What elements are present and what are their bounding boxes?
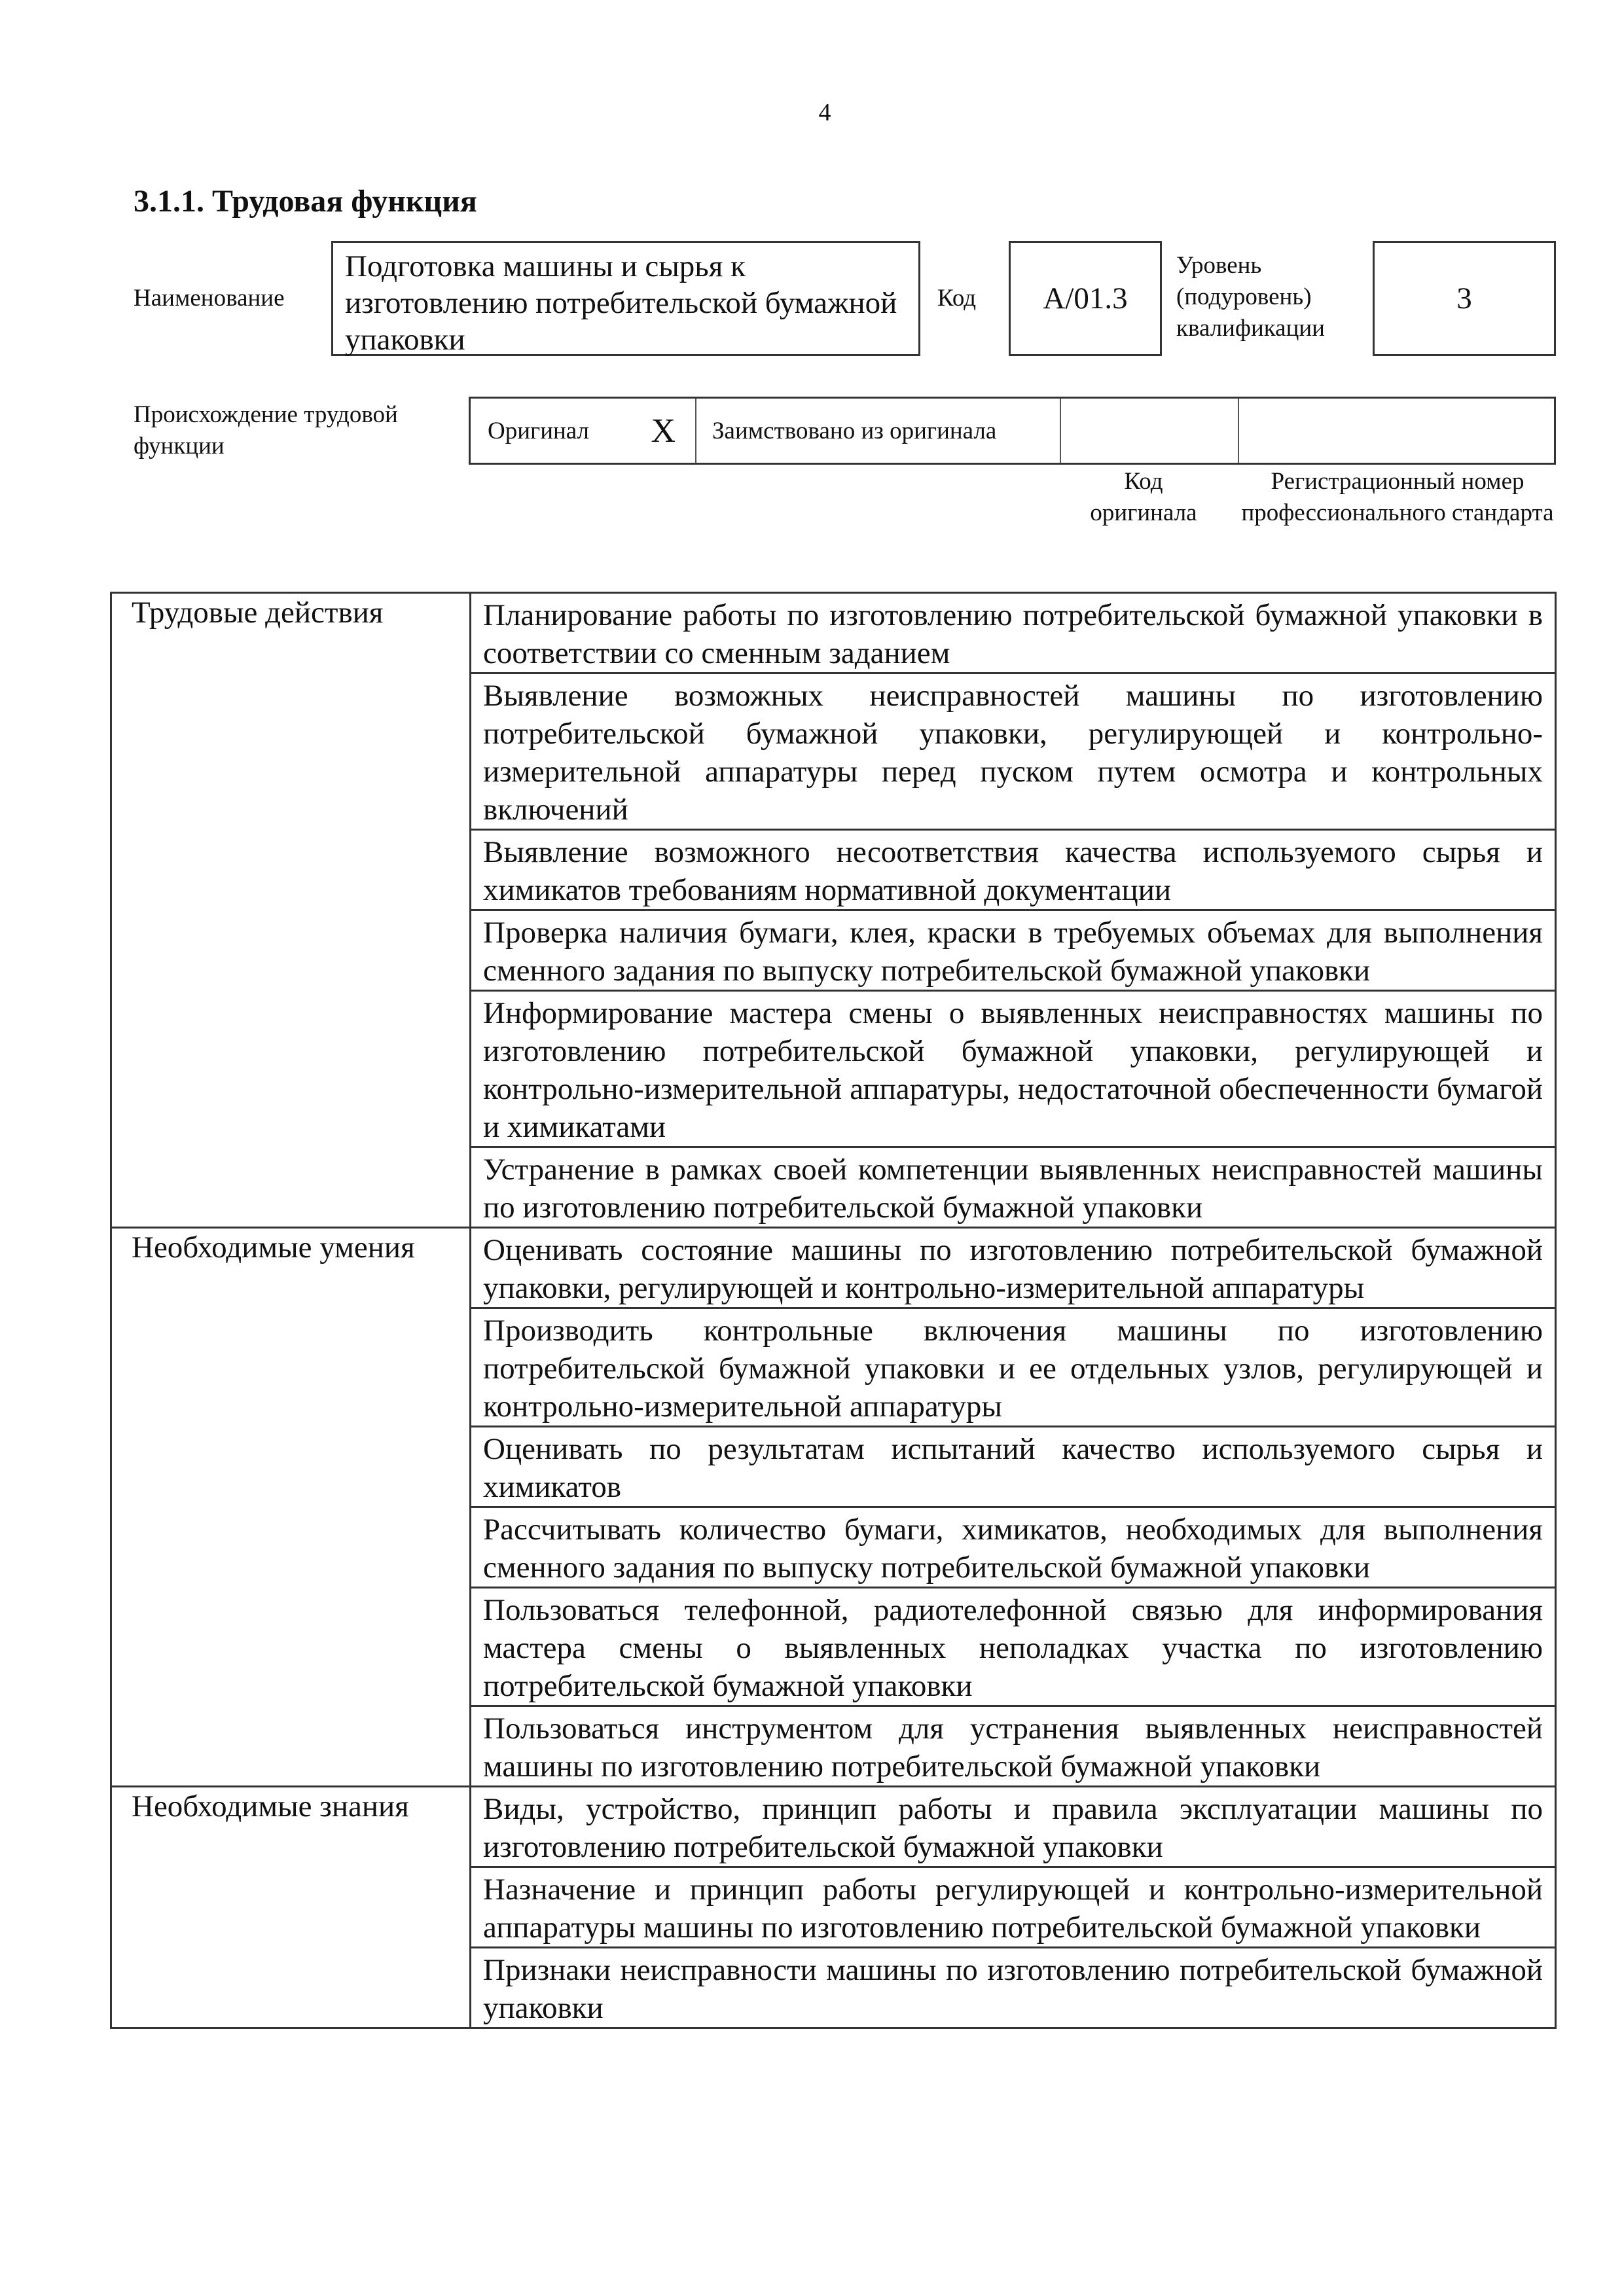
original-code-caption xyxy=(1055,466,1232,529)
item-cell: Устранение в рамках своей компетенции выявленных неисправностей машины по изготовлению потребительской бумажной упаковки xyxy=(471,1147,1556,1228)
item-cell: Производить контрольные включения машины по изготовлению потребительской бумажной упаковки и ее отдельных узлов, регулирующей и контрольно-измерительной аппаратуры xyxy=(471,1308,1556,1427)
item-cell: Пользоваться телефонной, радиотелефонной связью для информирования мастера смены о выявленных неполадках участка по изготовлению потребительской бумажной упаковки xyxy=(471,1588,1556,1706)
origin-reg-number-cell xyxy=(1239,399,1554,463)
original-code-caption-text: Код оригинала xyxy=(1090,468,1197,526)
code-label: Код xyxy=(937,285,977,312)
origin-borrowed-cell: Заимствовано из оригинала xyxy=(696,399,1061,463)
category-cell: Трудовые действия xyxy=(111,593,471,1228)
item-cell: Назначение и принцип работы регулирующей и контрольно-измерительной аппаратуры машины по изготовлению потребительской бумажной упаковки xyxy=(471,1867,1556,1948)
origin-original-mark: X xyxy=(651,412,676,450)
page-number: 4 xyxy=(818,99,831,126)
origin-original-cell xyxy=(471,399,696,463)
item-cell: Планирование работы по изготовлению потребительской бумажной упаковки в соответствии со сменным заданием xyxy=(471,593,1556,673)
origin-label xyxy=(134,399,454,462)
reg-number-caption: Регистрационный номер профессионального стандарта xyxy=(1241,468,1554,526)
labor-function-table xyxy=(110,592,1557,2029)
table-row xyxy=(111,1228,1556,1308)
item-cell: Выявление возможных неисправностей машины по изготовлению потребительской бумажной упаковки, регулирующей и контрольно-измерительной аппаратуры перед пуском путем осмотра и контрольных включений xyxy=(471,673,1556,830)
name-value: Подготовка машины и сырья к изготовлению потребительской бумажной упаковки xyxy=(331,241,920,356)
origin-row xyxy=(469,397,1556,465)
section-title: 3.1.1. Трудовая функция xyxy=(134,184,477,219)
item-cell: Пользоваться инструментом для устранения выявленных неисправностей машины по изготовлению потребительской бумажной упаковки xyxy=(471,1706,1556,1787)
item-cell: Проверка наличия бумаги, клея, краски в требуемых объемах для выполнения сменного задания по выпуску потребительской бумажной упаковки xyxy=(471,910,1556,991)
code-value: A/01.3 xyxy=(1009,241,1162,356)
item-cell: Информирование мастера смены о выявленных неисправностях машины по изготовлению потребительской бумажной упаковки, регулирующей и контрольно-измерительной аппаратуры, недостаточной обеспеченности бумагой и химикатами xyxy=(471,991,1556,1147)
item-cell: Виды, устройство, принцип работы и правила эксплуатации машины по изготовлению потребительской бумажной упаковки xyxy=(471,1787,1556,1867)
origin-label-text: Происхождение трудовой функции xyxy=(134,401,398,459)
item-cell: Оценивать состояние машины по изготовлению потребительской бумажной упаковки, регулирующей и контрольно-измерительной аппаратуры xyxy=(471,1228,1556,1308)
qualification-level-label xyxy=(1176,250,1327,344)
item-cell: Рассчитывать количество бумаги, химикатов, необходимых для выполнения сменного задания по выпуску потребительской бумажной упаковки xyxy=(471,1507,1556,1588)
item-cell: Оценивать по результатам испытаний качество используемого сырья и химикатов xyxy=(471,1427,1556,1507)
table-row xyxy=(111,1787,1556,1867)
category-cell: Необходимые умения xyxy=(111,1228,471,1787)
item-cell: Признаки неисправности машины по изготовлению потребительской бумажной упаковки xyxy=(471,1948,1556,2028)
origin-original-label: Оригинал xyxy=(488,417,590,444)
qualification-level-label-text: Уровень (подуровень) квалификации xyxy=(1176,252,1325,342)
table-body xyxy=(111,593,1556,2028)
qualification-level-value: 3 xyxy=(1373,241,1556,356)
name-label: Наименование xyxy=(134,285,285,312)
table-row xyxy=(111,593,1556,673)
category-cell: Необходимые знания xyxy=(111,1787,471,2028)
item-cell: Выявление возможного несоответствия качества используемого сырья и химикатов требованиям нормативной документации xyxy=(471,830,1556,910)
origin-code-cell xyxy=(1061,399,1239,463)
